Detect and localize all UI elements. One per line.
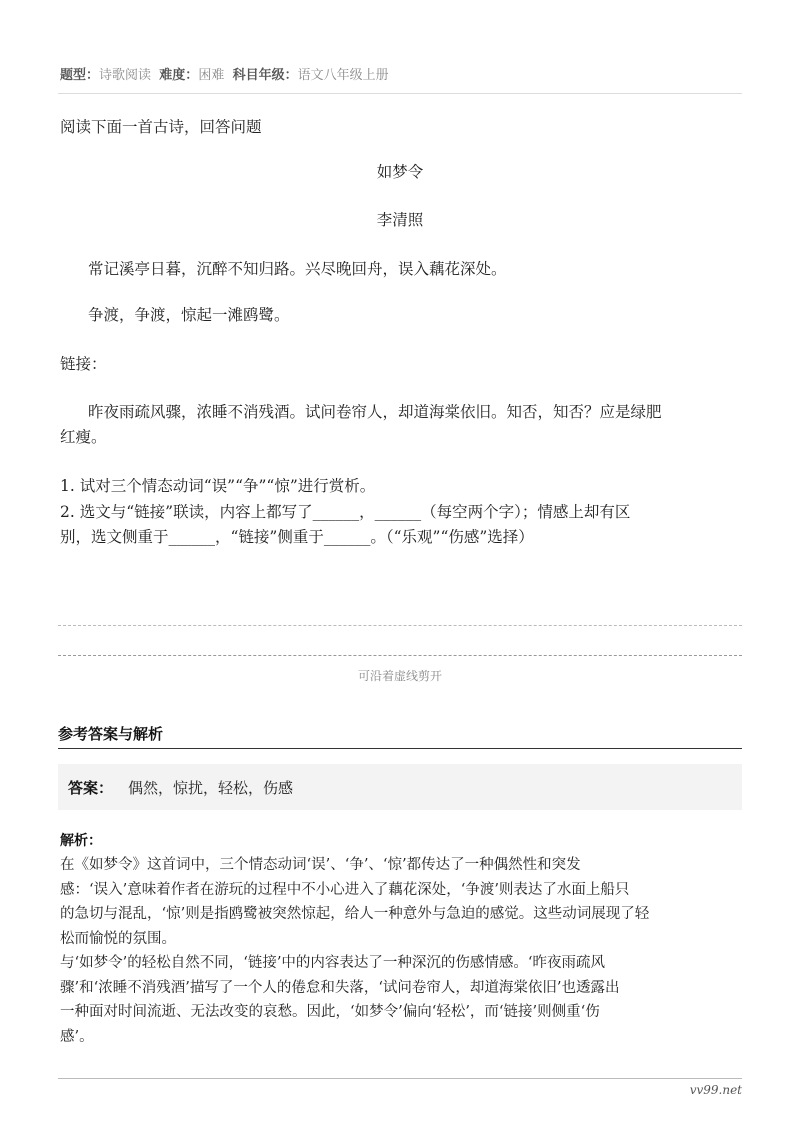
question-intro: 阅读下面一首古诗，回答问题 [60,118,262,136]
analysis-label: 解析： [60,833,102,849]
difficulty-value: 困难 [198,68,225,83]
footer-site: vv99.net [689,1083,742,1097]
poem-title: 如梦令 [376,163,424,181]
type-label: 题型： [60,68,100,83]
divider [58,93,742,94]
answer-label: 答案： [68,779,114,797]
analysis-line: 一种面对时间流逝、无法改变的哀愁。因此，‘如梦令’偏向‘轻松’，而‘链接’则侧重‘伤 [60,1004,600,1020]
poem-line: 常记溪亭日暮，沉醉不知归路。兴尽晚回舟，误入藕花深处。 [88,260,507,278]
question-item: 1. 试对三个情态动词“误”“争”“惊”进行赏析。 [60,477,376,495]
link-label: 链接： [60,355,107,373]
question-meta [60,64,389,83]
analysis-line: 骤’和‘浓睡不消残酒’描写了一个人的倦怠和失落，‘试问卷帘人，却道海棠依旧’也透露出 [60,980,620,996]
analysis-line: 与‘如梦令’的轻松自然不同，‘链接’中的内容表达了一种深沉的伤感情感。‘昨夜雨疏风 [60,955,606,971]
question-item: 2. 选文与“链接”联读，内容上都写了______，______（每空两个字）；情感上却有区 [60,503,631,521]
answer-value: 偶然，惊扰，轻松，伤感 [128,779,294,797]
grade-label: 科目年级： [232,68,298,83]
difficulty-label: 难度： [159,68,199,83]
answer-box [58,764,742,810]
link-line: 昨夜雨疏风骤，浓睡不消残酒。试问卷帘人，却道海棠依旧。知否，知否？应是绿肥 [88,403,662,421]
cut-line [58,625,742,626]
analysis-line: 感：‘误入’意味着作者在游玩的过程中不小心进入了藕花深处，‘争渡’则表达了水面上船只 [60,882,630,898]
analysis-line: 的急切与混乱，‘惊’则是指鸥鹭被突然惊起，给人一种意外与急迫的感觉。这些动词展现了轻 [60,906,650,922]
answer-heading: 参考答案与解析 [58,725,164,743]
divider [58,748,742,749]
type-value: 诗歌阅读 [99,68,152,83]
analysis-line: 在《如梦令》这首词中，三个情态动词‘误’、‘争’、‘惊’都传达了一种偶然性和突发 [60,857,581,873]
cut-line [58,655,742,656]
footer-divider [58,1078,742,1079]
cut-hint: 可沿着虚线剪开 [357,669,442,683]
poet: 李清照 [376,211,424,229]
analysis-line: 感’。 [60,1029,94,1045]
question-item: 别，选文侧重于______，“链接”侧重于______。（“乐观”“伤感”选择） [60,528,534,546]
link-line: 红瘦。 [60,428,107,446]
poem-line: 争渡，争渡，惊起一滩鸥鹭。 [88,306,290,324]
grade-value: 语文八年级上册 [297,68,389,83]
analysis-line: 松而愉悦的氛围。 [60,931,176,947]
